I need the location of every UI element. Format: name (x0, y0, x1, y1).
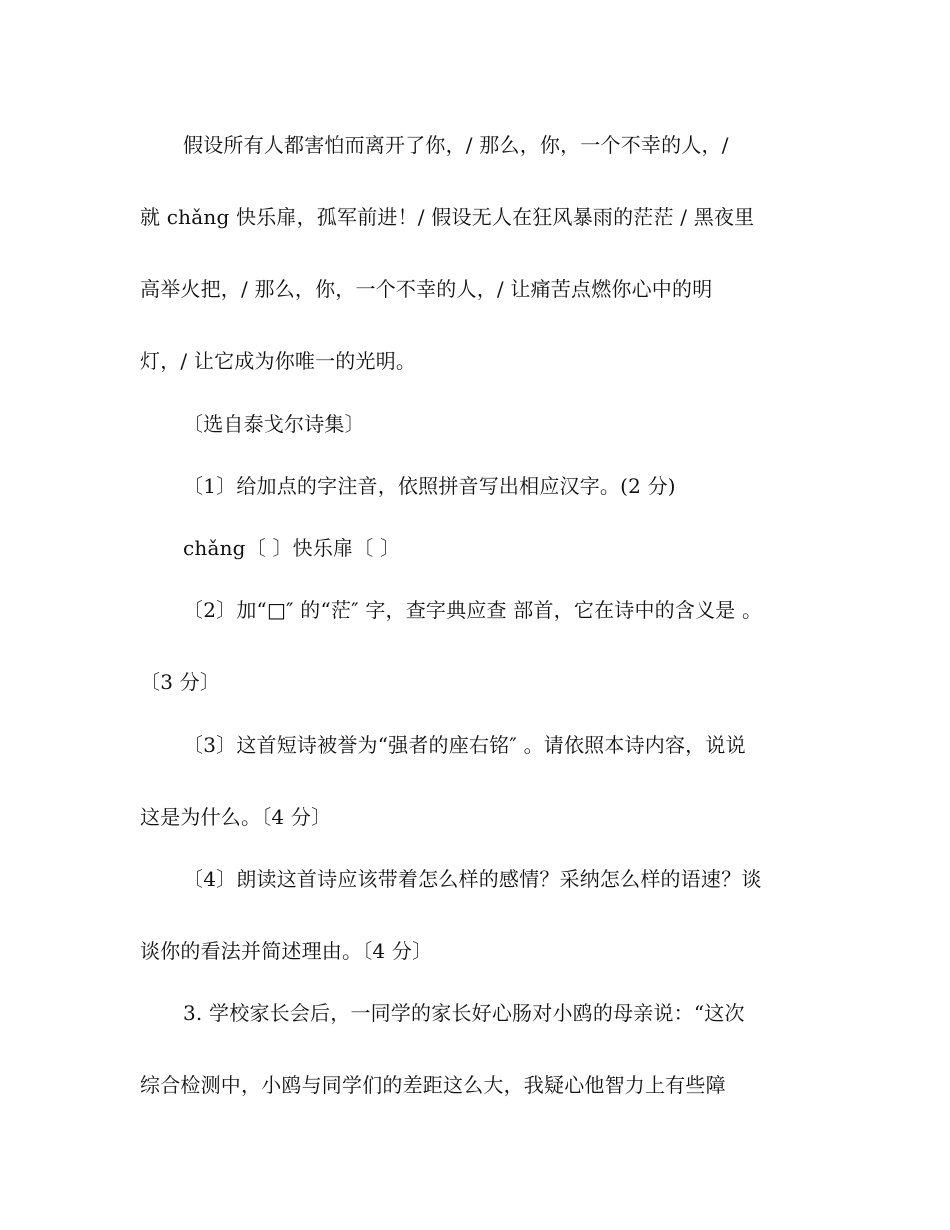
item-3: 3. 学校家长会后，一同学的家长好心肠对小鸥的母亲说：“这次 (183, 1001, 745, 1025)
question-1: 〔1〕给加点的字注音，依照拼音写出相应汉字。(2 分) (183, 474, 676, 498)
question-4-cont: 谈你的看法并简述理由。〔4 分〕 (140, 939, 433, 963)
question-3-cont: 这是为什么。〔4 分〕 (140, 805, 332, 829)
poem-line-3: 高举火把，/ 那么，你，一个不幸的人，/ 让痛苦点燃你心中的明 (140, 277, 713, 301)
poem-line-2: 就 chǎng 快乐扉，孤军前进！/ 假设无人在狂风暴雨的茫茫 / 黑夜里 (140, 205, 755, 229)
poem-line-1: 假设所有人都害怕而离开了你，/ 那么，你，一个不幸的人，/ (183, 133, 729, 157)
question-2: 〔2〕加“□″ 的“茫″ 字，查字典应查 部首，它在诗中的含义是 。 (183, 598, 763, 622)
question-2-score: 〔3 分〕 (140, 670, 221, 694)
question-3: 〔3〕这首短诗被誉为“强者的座右铭″ 。请依照本诗内容，说说 (183, 733, 746, 757)
poem-line-4: 灯，/ 让它成为你唯一的光明。 (140, 349, 417, 373)
item-3-cont: 综合检测中，小鸥与同学们的差距这么大，我疑心他智力上有些障 (140, 1073, 726, 1097)
question-4: 〔4〕朗读这首诗应该带着怎么样的感情？采纳怎么样的语速？谈 (183, 867, 762, 891)
poem-source: 〔选自泰戈尔诗集〕 (183, 412, 365, 436)
question-1-blanks: chǎng〔 〕快乐扉〔 〕 (183, 536, 401, 560)
